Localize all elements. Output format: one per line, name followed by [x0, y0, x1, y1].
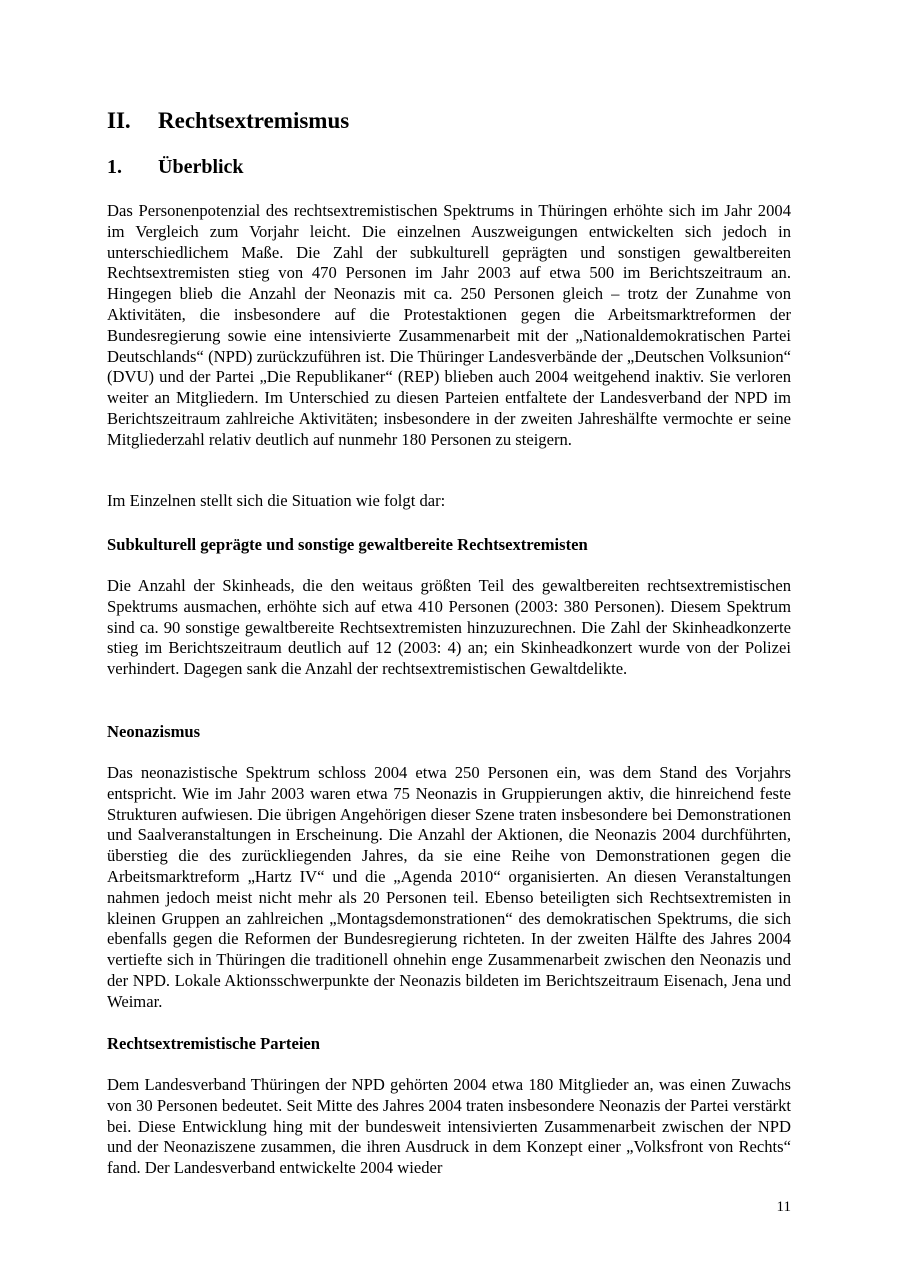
neonazis-paragraph: Das neonazistische Spektrum schloss 2004 etwa 250 Personen ein, was dem Stand des Vorjahrs entspricht. Wie im Jahr 2003 waren etwa 75 Neonazis in Gruppierungen aktiv, die hinreichend feste Strukturen aufwiesen. Die übrigen Angehörigen dieser Szene traten insbesondere bei Demonstrationen und Saalveranstaltungen in Erscheinung. Die Anzahl der Aktionen, die Neonazis 2004 durchführten, überstieg die des zurückliegenden Jahres, da sie eine Reihe von Demonstrationen gegen die Arbeitsmarktreform „Hartz IV“ und die „Agenda 2010“ organisierten. An diesen Veranstaltungen nahmen jedoch meist nicht mehr als 20 Personen teil. Ebenso beteiligten sich Rechtsextremisten in kleinen Gruppen an zahlreichen „Montagsdemonstrationen“ des demokratischen Spektrums, die sich ebenfalls gegen die Reformen der Bundesregierung richteten. In der zweiten Hälfte des Jahres 2004 vertiefte sich in Thüringen die traditionell ohnehin enge Zusammenarbeit zwischen den Neonazis und der NPD. Lokale Aktionsschwerpunkte der Neonazis bildeten im Berichtszeitraum Eisenach, Jena und Weimar.: [107, 763, 791, 1011]
section-title: Überblick: [158, 156, 244, 178]
parteien-paragraph: Dem Landesverband Thüringen der NPD gehörten 2004 etwa 180 Mitglieder an, was einen Zuwachs von 30 Personen bedeutet. Seit Mitte des Jahres 2004 traten insbesondere Neonazis der Partei verstärkt bei. Diese Entwicklung hing mit der bundesweit intensivierten Zusammenarbeit zwischen der NPD und der Neonaziszene zusammen, die ihren Ausdruck in dem Konzept einer „Volksfront von Rechts“ fand. Der Landesverband entwickelte 2004 wieder: [107, 1075, 791, 1178]
intro-paragraph: Im Einzelnen stellt sich die Situation wie folgt dar:: [107, 491, 446, 510]
chapter-heading: [107, 108, 349, 134]
chapter-number: II.: [107, 108, 131, 133]
subsection-heading-parteien: Rechtsextremistische Parteien: [107, 1034, 321, 1053]
overview-paragraph: Das Personenpotenzial des rechtsextremistischen Spektrums in Thüringen erhöhte sich im Jahr 2004 im Vergleich zum Vorjahr leicht. Die einzelnen Auszweigungen entwickelten sich jedoch in unterschiedlichem Maße. Die Zahl der subkulturell geprägten und sonstigen gewaltbereiten Rechtsextremisten stieg von 470 Personen im Jahr 2003 auf etwa 500 im Berichtszeitraum an. Hingegen blieb die Anzahl der Neonazis mit ca. 250 Personen gleich – trotz der Zunahme von Aktivitäten, die insbesondere auf die Protestaktionen gegen die Arbeitsmarktreformen der Bundesregierung sowie eine intensivierte Zusammenarbeit mit der „Nationaldemokratischen Partei Deutschlands“ (NPD) zurückzuführen ist. Die Thüringer Landesverbände der „Deutschen Volksunion“ (DVU) und der Partei „Die Republikaner“ (REP) blieben auch 2004 weitgehend inaktiv. Sie verloren weiter an Mitgliedern. Im Unterschied zu diesen Parteien entfaltete der Landesverband der NPD im Berichtszeitraum zahlreiche Aktivitäten; insbesondere in der zweiten Jahreshälfte vermochte er seine Mitgliederzahl relativ deutlich auf nunmehr 180 Personen zu steigern.: [107, 201, 791, 449]
subsection-heading-subkulturell: Subkulturell geprägte und sonstige gewaltbereite Rechtsextremisten: [107, 535, 588, 554]
subsection-heading-neonazismus: Neonazismus: [107, 722, 201, 741]
document-page: [107, 0, 791, 1272]
page-number: 11: [776, 1199, 791, 1215]
skinheads-paragraph: Die Anzahl der Skinheads, die den weitaus größten Teil des gewaltbereiten rechtsextremistischen Spektrums ausmachen, erhöhte sich auf etwa 410 Personen (2003: 380 Personen). Diesem Spektrum sind ca. 90 sonstige gewaltbereite Rechtsextremisten hinzuzurechnen. Die Zahl der Skinheadkonzerte stieg im Berichtszeitraum deutlich auf 12 (2003: 4) an; ein Skinheadkonzert wurde von der Polizei verhindert. Dagegen sank die Anzahl der rechtsextremistischen Gewaltdelikte.: [107, 576, 791, 679]
chapter-title: Rechtsextremismus: [158, 108, 350, 133]
section-heading: [107, 156, 244, 179]
section-number: 1.: [107, 156, 122, 178]
